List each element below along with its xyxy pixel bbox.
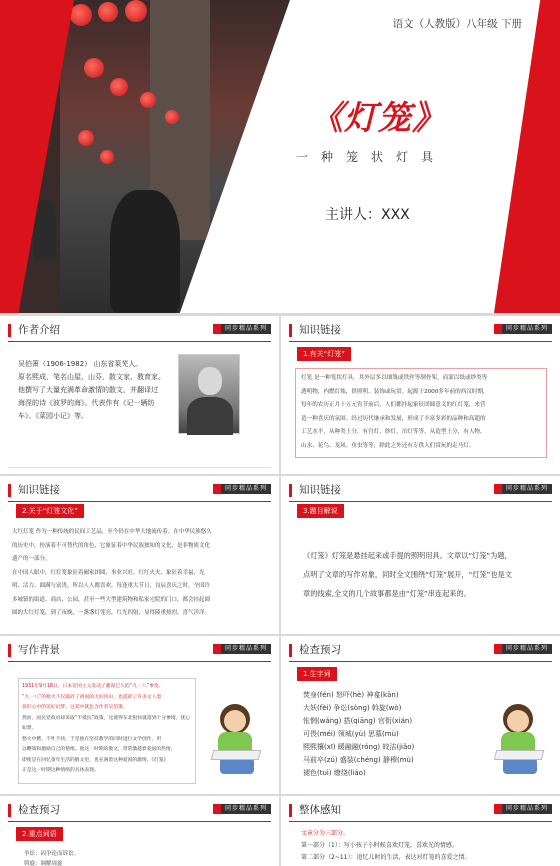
girl-book	[494, 750, 545, 760]
header-divider	[289, 821, 552, 822]
cover-slide	[0, 0, 560, 313]
header-divider	[8, 501, 271, 502]
header-divider	[289, 661, 552, 662]
text-line: 遗产的一部分。	[12, 556, 51, 562]
highlight-line: 1931年9月18日，日本帝国主义发动了蓄谋已久的“九一八”事变。	[22, 684, 164, 689]
footer-divider	[8, 467, 271, 468]
header-divider	[289, 501, 552, 502]
series-badge: 同步精品系列	[494, 324, 552, 334]
slide-title: 检查预习	[299, 644, 341, 656]
text-line: 即使是在回忆童年生活的散文里，也充满着这种爱国的激情。《灯笼》	[22, 757, 169, 763]
lantern-decoration	[70, 4, 92, 26]
text-line: 灯笼 是一种笼状灯具，其外层多以细篾或铁丝等制骨架，而蒙以纸或纱类等	[301, 375, 488, 381]
author-portrait	[178, 354, 240, 434]
text-line: 山水、花鸟、龙凤、鱼虫等等，除此之外还有专供人们赏玩的走马灯。	[301, 442, 475, 449]
text-line: 的历史中，扮演着不可替代的角色，它象征着中华民族独知的文化，是非物质文化	[12, 542, 211, 549]
vocab-line: 熙熙攘(xī) 暖融融(róng) 皎洁(jiǎo)	[303, 743, 415, 751]
highlight-line: 客们心中的美好幻梦。这其中就包含作者吴伯箫。	[22, 705, 128, 710]
text-line: 以鞭策和激励自己的情绪。他这一时期的散文，常常激越着爱国的热情，	[22, 747, 176, 752]
header-accent	[8, 324, 11, 337]
slide-knowledge-lantern	[281, 316, 560, 474]
vocab-line: 可畏(méi) 领城(yù) 思慕(mù)	[303, 730, 399, 738]
series-badge: 同步精品系列	[213, 644, 271, 654]
text-line: 然而，国民党政府却采取“不抵抗”政策，这使得东北很快就落到十分惨境。忧心如焚、	[22, 715, 191, 731]
slide-knowledge-culture	[0, 476, 279, 634]
header-divider	[8, 341, 271, 342]
reading-girl-illustration	[208, 704, 266, 778]
lantern-decoration	[110, 78, 128, 96]
lantern-decoration	[84, 58, 104, 78]
text-line: 点明了文章的写作对象，同时全文围绕“灯笼”展开，“灯笼”也是文	[303, 570, 512, 579]
slide-title-explanation	[281, 476, 560, 634]
section-tag: 3.题目解说	[297, 504, 344, 518]
series-badge: 同步精品系列	[213, 484, 271, 494]
section-tag: 1.生字词	[297, 667, 337, 681]
red-accent-bar-right	[494, 0, 560, 313]
header-accent	[8, 644, 11, 657]
knowledge-text	[301, 372, 545, 453]
explanation-text	[303, 546, 551, 603]
slide-preview-vocab	[281, 636, 560, 794]
section-tag: 2.关于“灯笼文化”	[16, 504, 84, 518]
girl-legs	[220, 758, 254, 774]
slide-title: 知识链接	[299, 324, 341, 336]
vocab-line: 马前卒(zú) 盛装(chéng) 静穆(mù)	[303, 756, 414, 764]
header-accent	[289, 484, 292, 497]
slide-title: 写作背景	[18, 644, 60, 656]
portrait-body	[187, 397, 233, 435]
text-line: 争讼：因争论而诉讼。	[24, 851, 80, 857]
series-badge: 同步精品系列	[494, 484, 552, 494]
slide-title: 作者介绍	[18, 324, 60, 336]
text-line: 多城镇的街道、商店、公园，甚至一些大型建筑物和私家宅院的门口，都会挂起圆	[12, 596, 211, 603]
header-divider	[8, 661, 271, 662]
overall-text	[301, 828, 551, 864]
background-text	[22, 682, 194, 777]
slide-title: 知识链接	[18, 484, 60, 496]
section-tag: 1.有关“灯笼”	[297, 347, 351, 361]
text-line: 海涅的诗《波罗的海》。代表作有《记一辆纺	[18, 399, 155, 407]
text-line: 原名熙成，笔名山屋、山芬，散文家、教育家。	[18, 373, 165, 381]
header-accent	[8, 804, 11, 817]
lesson-title: 《灯笼》	[310, 98, 446, 137]
text-line: 圆的大红灯笼，到了夜晚，一盏盏灯笼亮，红光四射，显得隆重热烈，喜气洋洋。	[12, 610, 211, 616]
lantern-decoration	[78, 130, 94, 146]
text-line: 第一部分（1）：写小孩子小时候喜欢灯笼，喜欢光的情感。	[301, 842, 458, 849]
culture-text	[12, 526, 270, 621]
slide-title: 整体感知	[299, 804, 341, 816]
text-line: 车》、《菜园小记》等。	[18, 412, 88, 420]
text-line: 正是这一时期这种情绪的具体表现。	[22, 768, 99, 773]
series-badge: 同步精品系列	[494, 804, 552, 814]
header-divider	[289, 341, 552, 342]
text-line: 愁火中燃，不吐不快。于是他在坚持教学的同时进行文学创作，用	[22, 736, 162, 742]
lantern-decoration	[165, 110, 179, 124]
slide-author-intro	[0, 316, 279, 474]
text-line: 《灯笼》灯笼是悬挂起来或手提的照明用具。文章以“灯笼”为题，	[303, 551, 512, 560]
header-accent	[289, 804, 292, 817]
lesson-tagline: 一种笼状灯具	[296, 150, 447, 164]
word-list	[24, 849, 224, 866]
girl-face	[507, 710, 529, 732]
text-line: 造一种喜庆的氛围。经过历代继承和发展，形成了丰富多彩的品种和高超的	[301, 415, 486, 422]
girl-face	[224, 710, 246, 732]
series-badge: 同步精品系列	[494, 644, 552, 654]
text-line: 明、活力、圆满与富贵，所以人人都喜欢。每逢重大节日，良辰喜庆之时，全国许	[12, 583, 211, 589]
slide-overall-perception	[281, 796, 560, 866]
section-tag: 2.重点词语	[16, 827, 63, 841]
slide-title: 检查预习	[18, 804, 60, 816]
text-line: 在中国人眼中，红灯笼象征着阖家团圆、事业兴旺、红红火火，象征着幸福、光	[12, 569, 205, 576]
series-badge: 同步精品系列	[213, 804, 271, 814]
slide-title: 知识链接	[299, 484, 341, 496]
person-silhouette	[34, 200, 56, 260]
header-divider	[8, 821, 271, 822]
slide-writing-background	[0, 636, 279, 794]
highlight-line: “九一八”的枪火不仅震碎了祖国的大好河山，也震碎了许多文人墨	[22, 694, 162, 700]
header-accent	[8, 484, 11, 497]
text-line: 大红灯笼 作为一种传统的民间工艺品，至今仍在中华大地流传着。在中华民族悠久	[12, 529, 212, 535]
slide-preview-words	[0, 796, 279, 866]
girl-book	[211, 750, 262, 760]
author-text	[18, 358, 178, 423]
lantern-decoration	[98, 2, 118, 22]
text-line: 透明物，内燃灯烛，供照明、装饰或玩赏。起源于2000多年前的西汉时期，	[301, 388, 489, 395]
header-accent	[289, 644, 292, 657]
text-line: 每年的农历正月十五元宵节前后，人们都挂起象征团圆意义的红灯笼，来营	[301, 402, 486, 408]
lantern-decoration	[100, 150, 114, 164]
text-line: 工艺水平，从种类上分，有宫灯，纱灯，吊灯等等。从造型上分，有人物、	[301, 429, 486, 435]
text-line: 他撰写了大量充满革命激情的散文，并翻译过	[18, 386, 158, 394]
reading-girl-illustration	[491, 704, 549, 778]
text-line: 吴伯箫（1906-1982） 山东省莱芜人。	[18, 360, 143, 368]
vocab-line: 焚身(fén) 怒吓(hè) 神龛(kān)	[303, 691, 399, 699]
text-line: 第二部分（2~11）：追忆儿时的生活，表达对灯笼的喜爱之情。	[301, 854, 471, 861]
textbook-label: 语文（人教版）八年级 下册	[392, 18, 522, 30]
vocab-list	[303, 689, 493, 780]
lantern-decoration	[140, 92, 156, 108]
highlight-line: 文章分为三部分。	[301, 830, 350, 837]
speaker-label: 主讲人：XXX	[325, 207, 410, 223]
lantern-decoration	[125, 0, 147, 22]
vocab-line: 褪色(tuì) 缭绕(liáo)	[303, 769, 366, 777]
portrait-face	[198, 367, 222, 395]
text-line: 斡旋：调解周旋	[24, 861, 63, 866]
series-badge: 同步精品系列	[213, 324, 271, 334]
person-silhouette	[110, 190, 180, 313]
vocab-line: 怅惘(wǎng) 搭(qiāng) 官衔(xián)	[303, 717, 413, 725]
vocab-line: 大妖(fèi) 争讼(sòng) 斡旋(wò)	[303, 704, 402, 712]
text-line: 章的线索,全文的几个故事都是由“灯笼”串连起来的。	[303, 589, 471, 598]
header-accent	[289, 324, 292, 337]
girl-legs	[503, 758, 537, 774]
